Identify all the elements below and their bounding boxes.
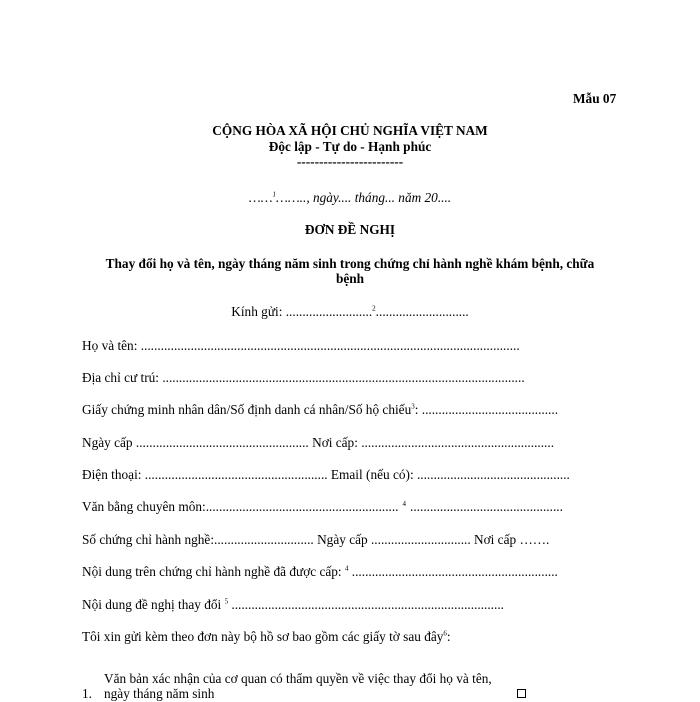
field-cert-number: Số chứng chỉ hành nghề:.............................. Ngày cấp .............................. Nơi cấp ……. <box>82 532 550 547</box>
field-address: Địa chỉ cư trú: ............................................................................................................. <box>82 370 525 385</box>
field-degree <box>82 499 563 515</box>
field-change-dots: .................................................................................. <box>231 597 504 612</box>
field-id <box>82 402 558 418</box>
footnote-ref: 4 <box>402 499 407 508</box>
field-id-dots: : ......................................... <box>414 402 559 417</box>
document-subtitle-line1: Thay đổi họ và tên, ngày tháng năm sinh trong chứng chỉ hành nghề khám bệnh, chữa <box>105 256 595 271</box>
field-cert-content-dots: .............................................................. <box>351 564 558 579</box>
date-suffix: …….., ngày.... tháng... năm 20.... <box>276 190 452 205</box>
footnote-ref: 2 <box>372 304 376 313</box>
document-subtitle-line2: bệnh <box>335 271 365 286</box>
attachment-1-line2: ngày tháng năm sinh <box>104 686 215 701</box>
recipient-before: Kính gửi: .......................... <box>231 304 373 319</box>
recipient-line <box>0 304 700 320</box>
field-degree-dots: .............................................. <box>410 499 563 514</box>
recipient-after: ............................ <box>375 304 469 319</box>
form-code: Mẫu 07 <box>573 91 617 106</box>
footnote-ref: 4 <box>344 564 349 573</box>
national-motto: Độc lập - Tự do - Hạnh phúc <box>268 139 432 154</box>
footnote-ref: 1 <box>272 190 277 199</box>
attachment-1-line1: Văn bản xác nhận của cơ quan có thẩm quyền về việc thay đổi họ và tên, <box>104 671 492 686</box>
field-id-label: Giấy chứng minh nhân dân/Số định danh cá nhân/Số hộ chiếu <box>82 402 412 417</box>
attachments-intro-colon: : <box>446 629 451 644</box>
field-issue-date: Ngày cấp .................................................... Nơi cấp: .......................................................... <box>82 435 555 450</box>
field-phone-email: Điện thoại: ....................................................... Email (nếu có): .............................................. <box>82 467 570 482</box>
header-divider: ------------------------ <box>296 154 404 169</box>
field-degree-label: Văn bằng chuyên môn:.......................................................... <box>82 499 399 514</box>
field-change-content <box>82 597 504 613</box>
footnote-ref: 5 <box>224 597 229 606</box>
field-cert-content-label: Nội dung trên chứng chỉ hành nghề đã được cấp: <box>82 564 342 579</box>
attachments-intro <box>82 629 451 645</box>
date-line <box>0 190 700 206</box>
footnote-ref: 6 <box>443 629 447 638</box>
attachment-1-number: 1. <box>82 686 92 701</box>
country-name: CỘNG HÒA XÃ HỘI CHỦ NGHĨA VIỆT NAM <box>212 123 488 138</box>
field-change-label: Nội dung đề nghị thay đổi <box>82 597 222 612</box>
footnote-ref: 3 <box>411 402 415 411</box>
attachment-1-checkbox[interactable] <box>517 689 526 698</box>
document-title: ĐƠN ĐỀ NGHỊ <box>304 222 396 237</box>
date-prefix: …… <box>248 190 273 205</box>
field-name: Họ và tên: .................................................................................................................. <box>82 338 520 353</box>
field-cert-content <box>82 564 558 580</box>
attachments-intro-text: Tôi xin gửi kèm theo đơn này bộ hồ sơ bao gồm các giấy tờ sau đây <box>82 629 444 644</box>
